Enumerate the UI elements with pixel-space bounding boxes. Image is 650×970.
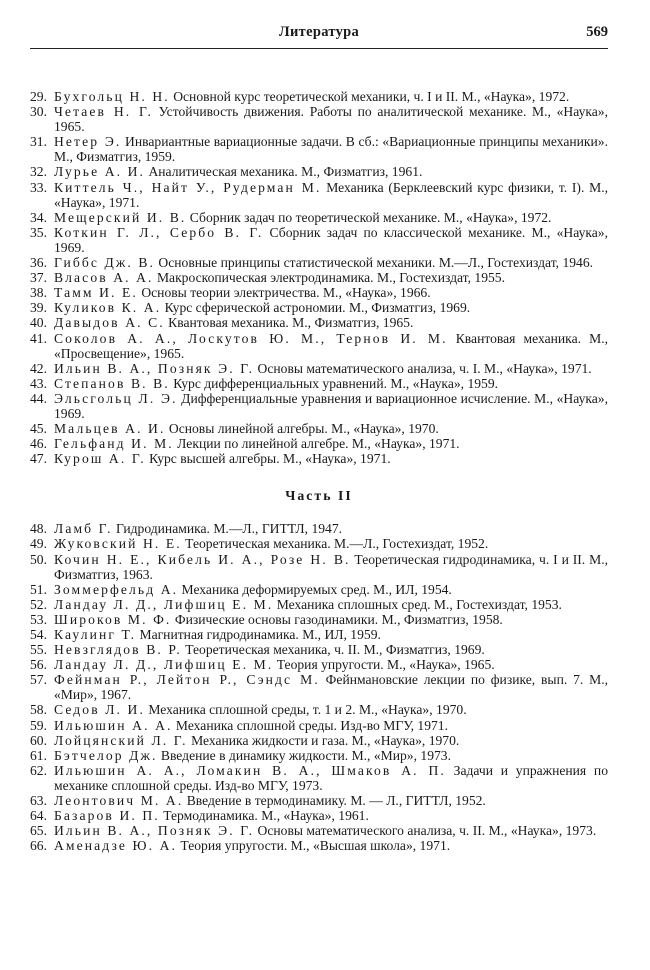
reference-entry [30, 285, 608, 300]
reference-body [54, 255, 608, 270]
reference-number: 33. [30, 179, 47, 195]
reference-entry [30, 436, 608, 451]
reference-authors: Гельфанд И. М. [54, 436, 174, 452]
reference-body [54, 164, 608, 179]
reference-title: Сборник задач по классической механике. М., «Наука», 1969. [54, 224, 609, 255]
reference-authors: Базаров И. П. [54, 808, 160, 824]
reference-entry [30, 376, 608, 391]
reference-authors: Тамм И. Е. [54, 285, 138, 301]
reference-authors: Зоммерфельд А. [54, 581, 179, 597]
reference-number: 32. [30, 164, 47, 180]
reference-title: Основы теории электричества. М., «Наука», 1966. [137, 285, 431, 301]
reference-entry [30, 582, 608, 597]
reference-entry [30, 134, 608, 164]
reference-body [54, 210, 608, 225]
reference-list-part-1 [30, 89, 608, 466]
reference-body [54, 315, 608, 330]
reference-entry [30, 793, 608, 808]
reference-number: 43. [30, 375, 47, 391]
reference-number: 30. [30, 104, 47, 120]
reference-entry [30, 361, 608, 376]
reference-authors: Курош А. Г. [54, 451, 146, 467]
reference-body [54, 376, 608, 391]
reference-body [54, 285, 608, 300]
reference-authors: Ильюшин А. А., Ломакин В. А., Шмаков А. П. [54, 762, 446, 778]
reference-number: 59. [30, 717, 47, 733]
reference-title: Основной курс теоретической механики, ч. I и II. М., «Наука», 1972. [169, 89, 570, 104]
reference-authors: Леонтович М. А. [54, 793, 184, 809]
reference-authors: Эльсгольц Л. Э. [54, 390, 178, 406]
reference-authors: Киттель Ч., Найт У., Рудерман М. [54, 179, 322, 195]
reference-body [54, 451, 608, 466]
reference-body [54, 702, 608, 717]
reference-body [54, 270, 608, 285]
reference-title: Механика сплошных сред. М., Гостехиздат, 1953. [273, 596, 562, 612]
reference-authors: Широков М. Ф. [54, 611, 172, 627]
reference-entry [30, 164, 608, 179]
reference-entry [30, 642, 608, 657]
reference-title: Гидродинамика. М.—Л., ГИТТЛ, 1947. [112, 521, 343, 537]
reference-title: Термодинамика. М., «Наука», 1961. [159, 808, 369, 824]
reference-number: 55. [30, 642, 47, 658]
reference-body [54, 808, 608, 823]
reference-title: Введение в термодинамику. М. — Л., ГИТТЛ, 1952. [183, 793, 486, 809]
reference-title: Макроскопическая электродинамика. М., Гостехиздат, 1955. [153, 270, 505, 286]
reference-body [54, 718, 608, 733]
reference-body [54, 134, 608, 164]
reference-number: 45. [30, 421, 47, 437]
reference-number: 65. [30, 823, 47, 839]
reference-list-part-2 [30, 521, 608, 853]
reference-title: Теоретическая механика, ч. II. М., Физматгиз, 1969. [181, 642, 485, 658]
reference-title: Основные принципы статистической механики. М.—Л., Гостехиздат, 1946. [155, 255, 594, 271]
reference-authors: Аменадзе Ю. А. [54, 838, 178, 854]
reference-entry [30, 552, 608, 582]
reference-number: 42. [30, 360, 47, 376]
reference-authors: Власов А. А. [54, 270, 154, 286]
reference-entry [30, 838, 608, 853]
reference-entry [30, 225, 608, 255]
reference-authors: Коткин Г. Л., Сербо В. Г. [54, 224, 264, 240]
reference-title: Механика деформируемых сред. М., ИЛ, 1954. [178, 581, 452, 597]
reference-title: Инвариантные вариационные задачи. В сб.: «Вариационные принципы механики». М., Физматгиз, 1959. [54, 134, 608, 165]
reference-number: 39. [30, 300, 47, 316]
reference-title: Физические основы газодинамики. М., Физматгиз, 1958. [171, 611, 503, 627]
reference-body [54, 521, 608, 536]
reference-entry [30, 763, 608, 793]
reference-number: 44. [30, 390, 47, 406]
reference-number: 51. [30, 581, 47, 597]
reference-title: Магнитная гидродинамика. М., ИЛ, 1959. [136, 627, 381, 642]
reference-entry [30, 718, 608, 733]
reference-title: Курс дифференциальных уравнений. М., «Наука», 1959. [169, 375, 499, 391]
reference-title: Механика сплошной среды, т. 1 и 2. М., «Наука», 1970. [144, 702, 467, 718]
reference-authors: Ландау Л. Д., Лифшиц Е. М. [54, 657, 274, 673]
reference-entry [30, 657, 608, 672]
reference-number: 56. [30, 657, 47, 673]
reference-authors: Седов Л. И. [54, 702, 145, 718]
reference-authors: Бухгольц Н. Н. [54, 89, 170, 104]
reference-number: 36. [30, 255, 47, 271]
reference-number: 62. [30, 762, 47, 778]
reference-authors: Бэтчелор Дж. [54, 747, 158, 763]
reference-number: 54. [30, 627, 47, 642]
reference-title: Курс сферической астрономии. М., Физматгиз, 1969. [161, 300, 471, 316]
reference-body [54, 361, 608, 376]
reference-authors: Ландау Л. Д., Лифшиц Е. М. [54, 596, 274, 612]
reference-title: Лекции по линейной алгебре. М., «Наука», 1971. [173, 436, 460, 452]
reference-authors: Лурье А. И. [54, 164, 146, 180]
reference-number: 29. [30, 89, 47, 104]
reference-body [54, 552, 608, 582]
reference-entry [30, 521, 608, 536]
reference-title: Курс высшей алгебры. М., «Наука», 1971. [145, 451, 391, 467]
reference-entry [30, 421, 608, 436]
reference-entry [30, 672, 608, 702]
reference-entry [30, 808, 608, 823]
reference-number: 48. [30, 521, 47, 537]
reference-title: Квантовая механика. М., Физматгиз, 1965. [164, 315, 414, 331]
reference-authors: Ламб Г. [54, 521, 113, 537]
reference-number: 63. [30, 793, 47, 809]
reference-body [54, 642, 608, 657]
reference-entry [30, 733, 608, 748]
reference-authors: Ильин В. А., Позняк Э. Г. [54, 360, 255, 376]
reference-entry [30, 210, 608, 225]
reference-entry [30, 391, 608, 421]
reference-body [54, 225, 608, 255]
reference-title: Дифференциальные уравнения и вариационное исчисление. М., «Наука», 1969. [54, 390, 608, 421]
section-title-part-2: Часть II [285, 488, 353, 504]
reference-authors: Гиббс Дж. В. [54, 255, 156, 271]
page-number: 569 [586, 24, 608, 40]
reference-number: 34. [30, 209, 47, 225]
reference-number: 53. [30, 611, 47, 627]
reference-title: Механика сплошной среды. Изд-во МГУ, 1971. [172, 717, 448, 733]
reference-body [54, 733, 608, 748]
reference-body [54, 597, 608, 612]
reference-number: 64. [30, 808, 47, 824]
reference-authors: Нетер Э. [54, 134, 122, 150]
reference-entry [30, 104, 608, 134]
reference-entry [30, 255, 608, 270]
reference-authors: Ильин В. А., Позняк Э. Г. [54, 823, 255, 839]
reference-body [54, 657, 608, 672]
reference-title: Основы математического анализа, ч. II. М., «Наука», 1973. [254, 823, 597, 839]
reference-title: Квантовая механика. М., «Просвещение», 1965. [54, 330, 608, 361]
reference-authors: Мальцев А. И. [54, 421, 166, 437]
reference-entry [30, 536, 608, 551]
reference-title: Теория упругости. М., «Наука», 1965. [273, 657, 495, 673]
reference-number: 52. [30, 596, 47, 612]
reference-entry [30, 300, 608, 315]
page [30, 22, 608, 853]
reference-authors: Каулинг Т. [54, 627, 137, 642]
reference-title: Основы линейной алгебры. М., «Наука», 1970. [165, 421, 439, 437]
reference-body [54, 748, 608, 763]
reference-body [54, 391, 608, 421]
reference-number: 40. [30, 315, 47, 331]
reference-title: Теоретическая механика. М.—Л., Гостехиздат, 1952. [181, 536, 489, 552]
reference-number: 61. [30, 747, 47, 763]
reference-title: Введение в динамику жидкости. М., «Мир», 1973. [157, 747, 451, 763]
reference-number: 46. [30, 436, 47, 452]
reference-authors: Давыдов А. С. [54, 315, 165, 331]
running-head [30, 22, 608, 49]
reference-title: Сборник задач по теоретической механике. М., «Наука», 1972. [186, 209, 552, 225]
reference-number: 66. [30, 838, 47, 854]
reference-number: 50. [30, 551, 47, 567]
running-title: Литература [278, 24, 360, 40]
reference-entry [30, 702, 608, 717]
reference-number: 47. [30, 451, 47, 467]
reference-entry [30, 89, 608, 104]
reference-number: 35. [30, 224, 47, 240]
reference-body [54, 582, 608, 597]
reference-body [54, 793, 608, 808]
reference-number: 37. [30, 270, 47, 286]
reference-authors: Мещерский И. В. [54, 209, 187, 225]
reference-body [54, 823, 608, 838]
reference-body [54, 627, 608, 642]
reference-number: 60. [30, 732, 47, 748]
reference-title: Механика (Берклеевский курс физики, т. I). М., «Наука», 1971. [54, 179, 608, 210]
reference-authors: Жуковский Н. Е. [54, 536, 182, 552]
reference-entry [30, 823, 608, 838]
reference-number: 31. [30, 134, 47, 150]
reference-entry [30, 180, 608, 210]
reference-authors: Фейнман Р., Лейтон Р., Сэндс М. [54, 672, 320, 688]
reference-body [54, 763, 608, 793]
reference-body [54, 180, 608, 210]
reference-authors: Невзглядов В. Р. [54, 642, 182, 658]
reference-body [54, 300, 608, 315]
reference-number: 38. [30, 285, 47, 301]
reference-entry [30, 597, 608, 612]
reference-number: 58. [30, 702, 47, 718]
reference-title: Аналитическая механика. М., Физматгиз, 1961. [145, 164, 423, 180]
reference-body [54, 436, 608, 451]
reference-authors: Кочин Н. Е., Кибель И. А., Розе Н. В. [54, 551, 351, 567]
reference-body [54, 612, 608, 627]
reference-entry [30, 270, 608, 285]
reference-number: 49. [30, 536, 47, 552]
reference-title: Теоретическая гидродинамика, ч. I и II. М., Физматгиз, 1963. [54, 551, 608, 582]
reference-authors: Куликов К. А. [54, 300, 162, 316]
reference-title: Основы математического анализа, ч. I. М., «Наука», 1971. [254, 360, 592, 376]
reference-title: Фейнмановские лекции по физике, вып. 7. М., «Мир», 1967. [54, 672, 609, 703]
reference-entry [30, 627, 608, 642]
reference-body [54, 838, 608, 853]
reference-title: Механика жидкости и газа. М., «Наука», 1970. [187, 732, 460, 748]
reference-authors: Ильюшин А. А. [54, 717, 173, 733]
reference-entry [30, 451, 608, 466]
reference-authors: Четаев Н. Г. [54, 104, 153, 120]
reference-entry [30, 331, 608, 361]
reference-body [54, 536, 608, 551]
reference-entry [30, 315, 608, 330]
reference-title: Теория упругости. М., «Высшая школа», 1971. [177, 838, 451, 854]
reference-title: Задачи и упражнения по механике сплошной среды. Изд-во МГУ, 1973. [54, 762, 608, 793]
reference-number: 57. [30, 672, 47, 688]
reference-authors: Лойцянский Л. Г. [54, 732, 188, 748]
reference-entry [30, 748, 608, 763]
reference-entry [30, 612, 608, 627]
reference-number: 41. [30, 330, 47, 346]
reference-body [54, 421, 608, 436]
reference-title: Устойчивость движения. Работы по аналитической механике. М., «Наука», 1965. [54, 104, 608, 135]
reference-body [54, 672, 608, 702]
reference-body [54, 104, 608, 134]
reference-authors: Степанов В. В. [54, 375, 170, 391]
reference-body [54, 89, 608, 104]
reference-authors: Соколов А. А., Лоскутов Ю. М., Тернов И. М. [54, 330, 448, 346]
reference-body [54, 331, 608, 361]
